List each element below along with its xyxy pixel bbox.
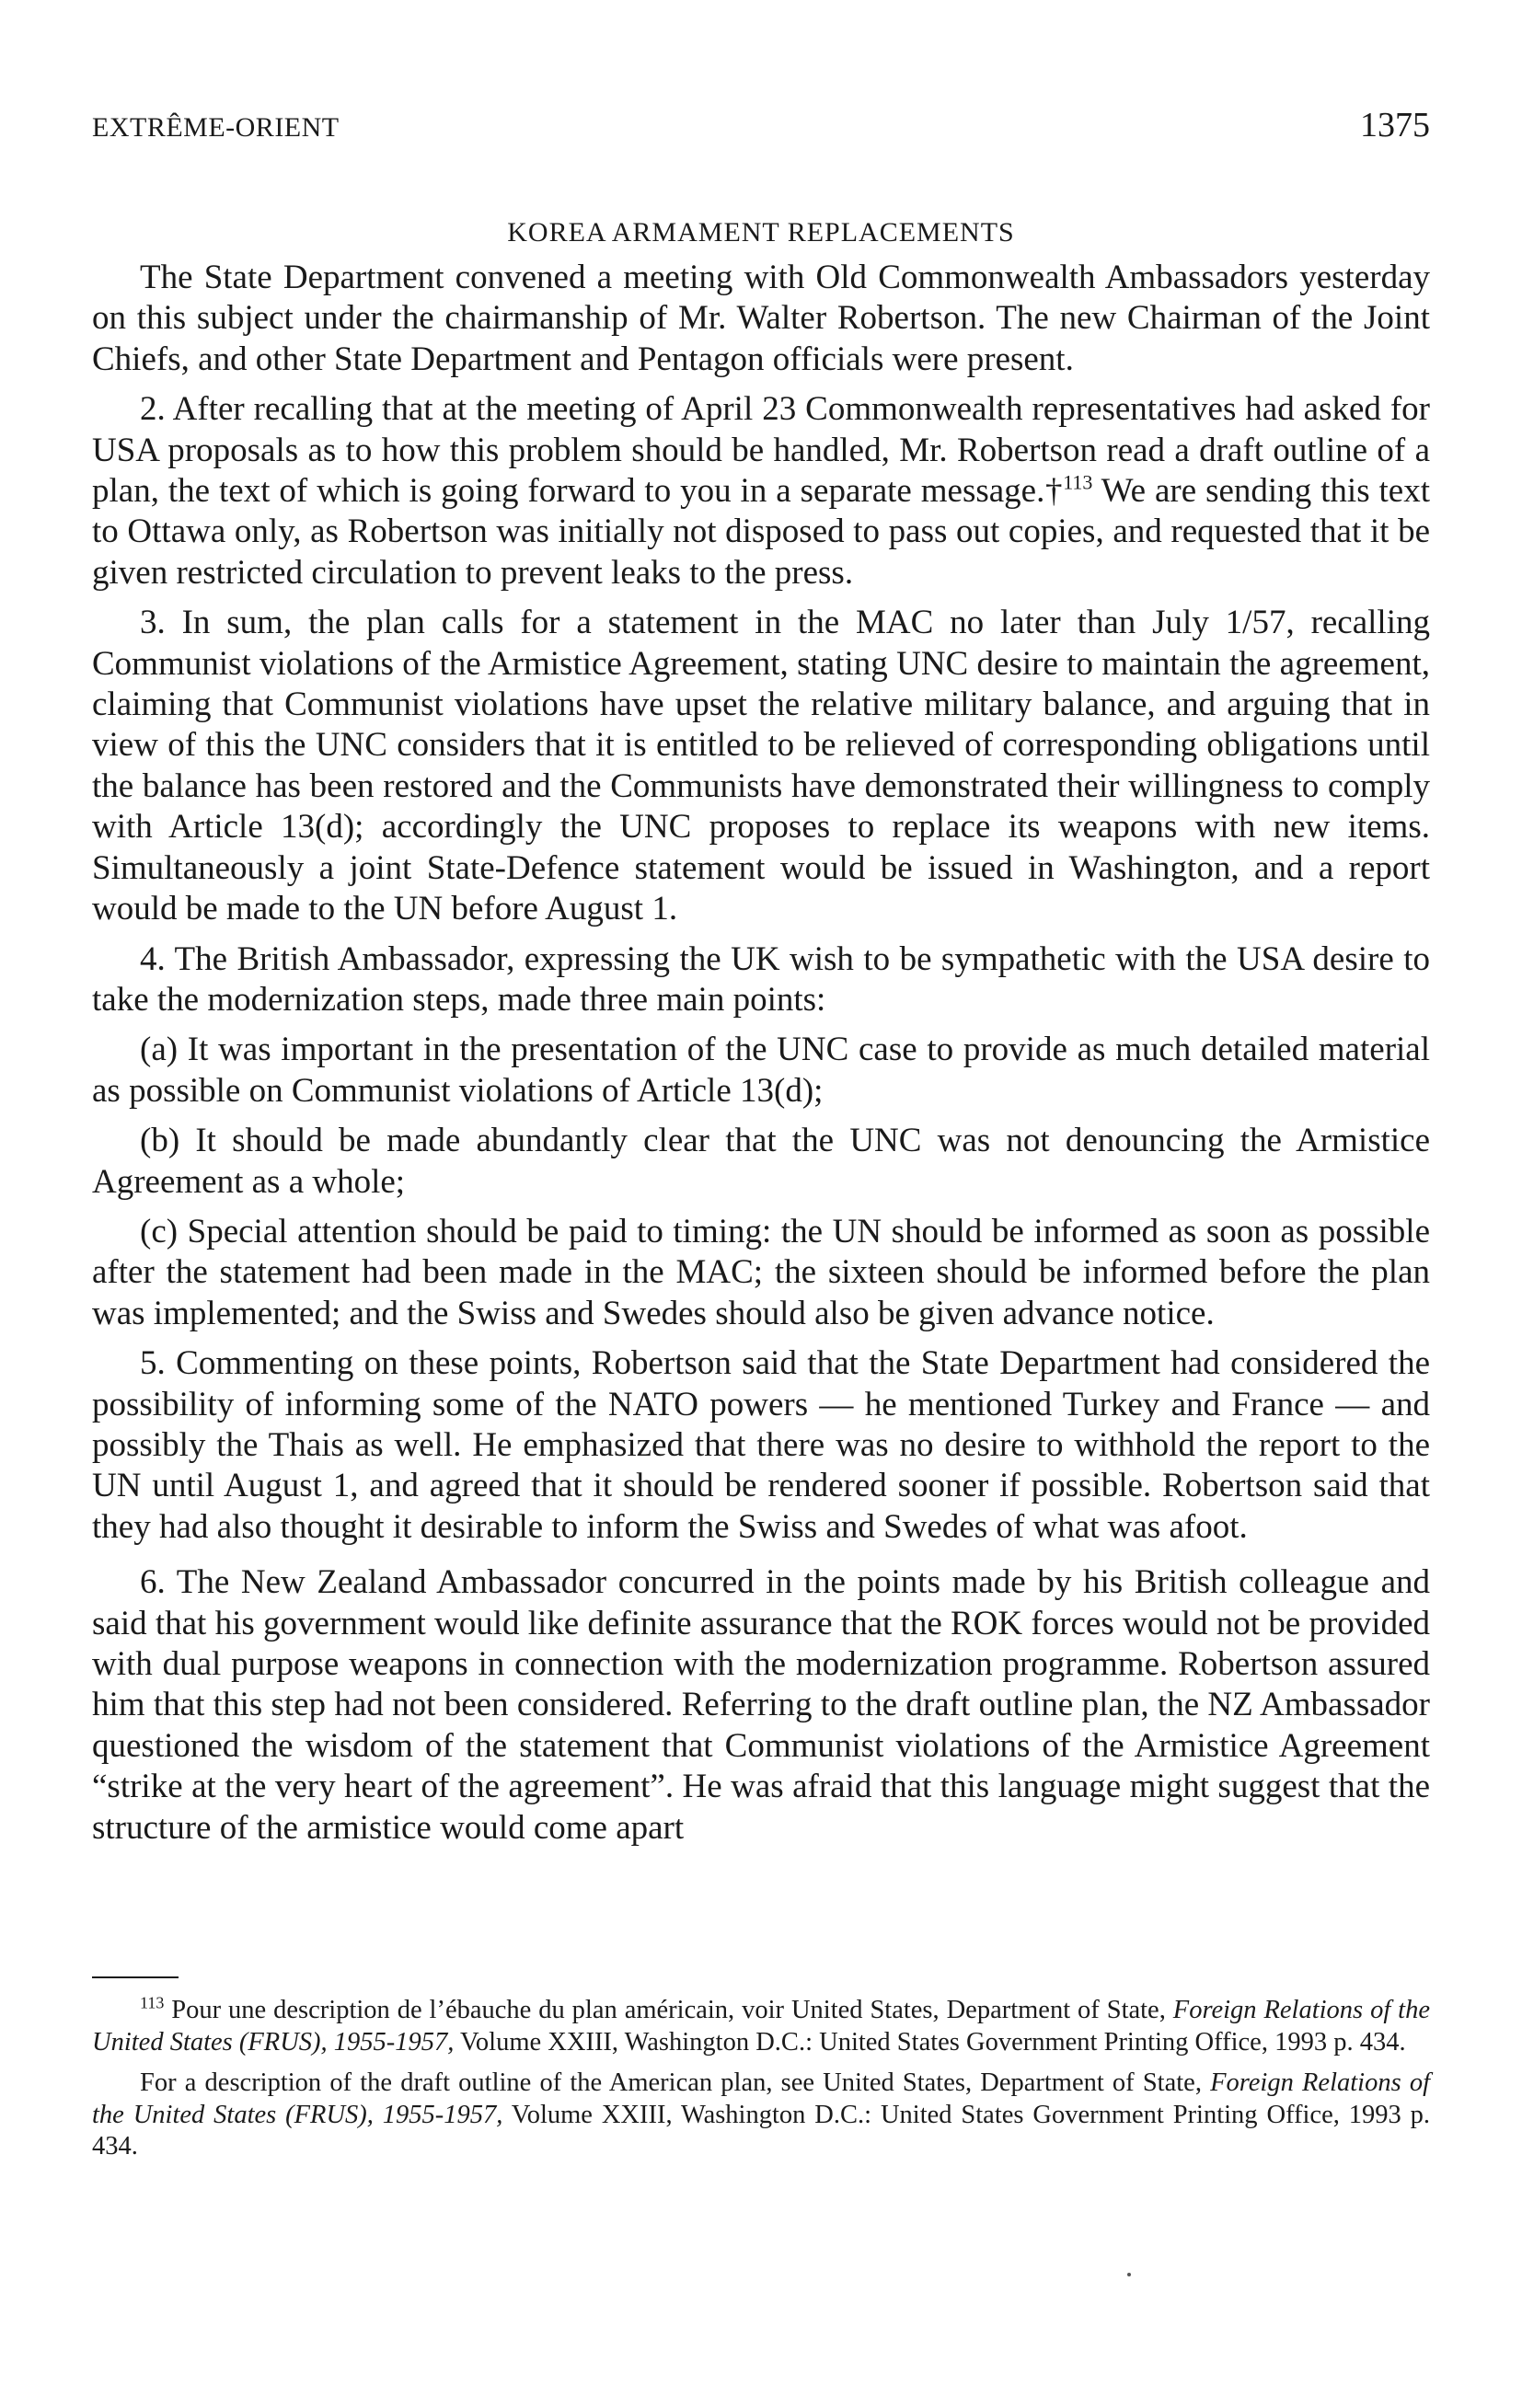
footnote-french-text-after: Volume XXIII, Washington D.C.: United States Government Printing Office, 1993 p. 434. [454, 2027, 1406, 2057]
paragraph-4c: (c) Special attention should be paid to timing: the UN should be informed as soon as possible after the statement had been made in the MAC; the sixteen should be informed before the plan was implemented; and the Swiss and Swedes should also be given advance notice. [92, 1212, 1430, 1332]
footnote-english-title: Foreign Relations of the United States (FRUS), 1955-1957, [92, 2068, 1430, 2129]
section-title: KOREA ARMAMENT REPLACEMENTS [507, 217, 1015, 248]
paragraph-4: 4. The British Ambassador, expressing the UK wish to be sympathetic with the USA desire to take the modernization steps, made three main points: [92, 939, 1430, 1019]
footnotes [92, 1995, 1430, 2172]
paragraph-4b: (b) It should be made abundantly clear that the UNC was not denouncing the Armistice Agreement as a whole; [92, 1122, 1430, 1201]
paragraph-2-text: 2. After recalling that at the meeting of April 23 Commonwealth representatives had asked for USA proposals as to how this problem should be handled, Mr. Robertson read a draft outline of a plan, the text of which is going forward to you in a separate message. [92, 390, 1430, 511]
footnote-french-title: Foreign Relations of the United States (FRUS), 1955-1957, [92, 1996, 1430, 2057]
paragraph-2-continued: We are sending this text to Ottawa only, as Robertson was initially not disposed to pass out copies, and requested that it be given restricted circulation to prevent leaks to the press. [92, 472, 1431, 592]
paragraph-3: 3. In sum, the plan calls for a statement in the MAC no later than July 1/57, recalling Communist violations of the Armistice Agreement, stating UNC desire to maintain the agreement, claiming that Communist violations have upset the relative military balance, and arguing that in view of this the UNC considers that it is entitled to be relieved of corresponding obligations until the balance has been restored and the Communists have demonstrated their willingness to comply with Article 13(d); accordingly the UNC proposes to replace its weapons with new items. Simultaneously a joint State-Defence statement would be issued in Washington, and a report would be made to the UN before August 1. [92, 604, 1430, 928]
page-number: 1375 [1360, 106, 1430, 144]
footnote-french [92, 1995, 1430, 2058]
footnote-english-text-after: Volume XXIII, Washington D.C.: United States Government Printing Office, 1993 p. 434. [92, 2100, 1430, 2160]
paragraph-1: The State Department convened a meeting with Old Commonwealth Ambassadors yesterday on this subject under the chairmanship of Mr. Walter Robertson. The new Chairman of the Joint Chiefs, and other State Department and Pentagon officials were present. [92, 259, 1430, 378]
paragraph-4a: (a) It was important in the presentation of the UNC case to provide as much detailed material as possible on Communist violations of Article 13(d); [92, 1031, 1430, 1110]
footnote-french-text-before: Pour une description de l’ébauche du plan américain, voir United States, Department of State, [164, 1996, 1173, 2024]
body-text [92, 258, 1430, 1849]
paragraph-5: 5. Commenting on these points, Robertson said that the State Department had considered the possibility of informing some of the NATO powers — he mentioned Turkey and France — and possibly the Thais as well. He emphasized that there was no desire to withhold the report to the UN until August 1, and agreed that it should be rendered sooner if possible. Robertson said that they had also thought it desirable to inform the Swiss and Swedes of what was afoot. [92, 1344, 1430, 1546]
paragraph-6: 6. The New Zealand Ambassador concurred in the points made by his British colleague and said that his government would like definite assurance that the ROK forces would not be provided with dual purpose weapons in connection with the modernization programme. Robertson assured him that this step had not been considered. Referring to the draft outline plan, the NZ Ambassador questioned the wisdom of the statement that Communist violations of the Armistice Agreement “strike at the very heart of the agreement”. He was afraid that this language might suggest that the structure of the armistice would come apart [92, 1563, 1430, 1847]
scan-speck [1127, 2273, 1131, 2276]
footnote-ref-113: 113 [1063, 470, 1093, 494]
footnote-english [92, 2068, 1430, 2163]
footnote-english-text-before: For a description of the draft outline of the American plan, see United States, Department of State, [140, 2068, 1211, 2097]
running-head: EXTRÊME-ORIENT [92, 112, 340, 143]
footnote-divider [92, 1976, 179, 1978]
paragraph-2 [92, 389, 1430, 593]
dagger-marker: † [1044, 472, 1064, 511]
footnote-marker: 113 [140, 1993, 165, 2012]
